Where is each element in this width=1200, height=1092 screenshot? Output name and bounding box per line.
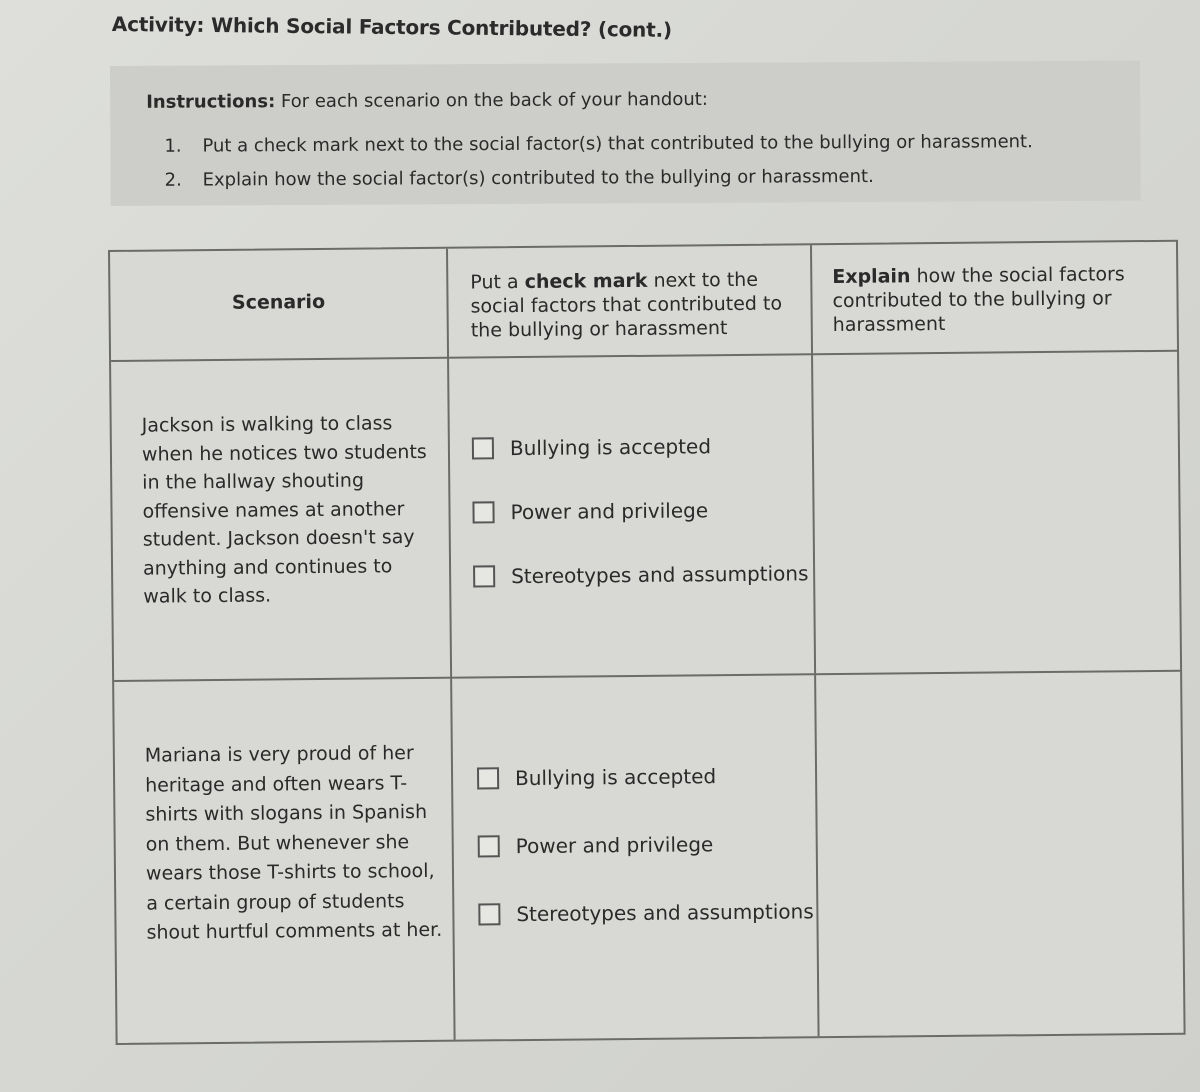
option-label: Power and privilege <box>510 498 709 525</box>
checkbox[interactable] <box>478 903 500 925</box>
column-divider <box>446 249 456 1040</box>
header-check-suffix: next to the social factors that contributed to the bullying or harassment <box>470 268 783 342</box>
checkbox[interactable] <box>477 767 499 789</box>
option-label: Stereotypes and assumptions <box>511 561 809 589</box>
header-check-mark <box>470 267 801 342</box>
checkbox[interactable] <box>478 835 500 857</box>
header-check-bold: check mark <box>524 269 648 294</box>
option-bullying-accepted[interactable] <box>472 434 711 460</box>
checkbox[interactable] <box>473 565 495 587</box>
checkbox[interactable] <box>472 501 494 523</box>
explanation-field-mariana[interactable] <box>834 682 1167 1015</box>
header-explain-bold: Explain <box>832 265 911 289</box>
step-text: Explain how the social factor(s) contributed to the bullying or harassment. <box>202 166 874 191</box>
explanation-field-jackson[interactable] <box>831 362 1164 655</box>
instruction-step-2 <box>165 166 874 191</box>
instructions-text: For each scenario on the back of your handout: <box>275 88 708 113</box>
instructions-box <box>110 61 1141 206</box>
row-divider <box>111 350 1177 362</box>
option-power-privilege[interactable] <box>472 498 708 524</box>
header-explain <box>832 262 1163 337</box>
checkbox[interactable] <box>472 437 494 459</box>
step-number: 2. <box>164 169 182 191</box>
option-power-privilege[interactable] <box>478 832 714 858</box>
page-title: Activity: Which Social Factors Contributed? (cont.) <box>111 12 673 42</box>
option-stereotypes[interactable] <box>473 561 809 588</box>
row-divider <box>114 670 1180 682</box>
header-explain-suffix: how the social factors contributed to the bullying or harassment <box>832 263 1125 337</box>
step-text: Put a check mark next to the social factor(s) that contributed to the bullying or harassment. <box>202 131 1033 157</box>
option-label: Power and privilege <box>515 832 714 859</box>
header-check-prefix: Put a <box>470 271 525 294</box>
option-label: Stereotypes and assumptions <box>516 899 814 927</box>
instructions-intro <box>146 89 708 113</box>
option-label: Bullying is accepted <box>509 434 712 461</box>
instruction-step-1 <box>164 131 1033 157</box>
option-stereotypes[interactable] <box>478 899 814 926</box>
instructions-label: Instructions: <box>146 91 276 113</box>
header-scenario: Scenario <box>231 290 326 314</box>
scenario-jackson: Jackson is walking to class when he notices two students in the hallway shouting offensive names at another student. Jackson doesn't say anything and continues to walk to class. <box>141 412 427 608</box>
option-label: Bullying is accepted <box>514 764 717 791</box>
scenario-mariana: Mariana is very proud of her heritage and often wears T-shirts with slogans in Spanish on them. But whenever she wears those T-shirts to school, a certain group of students shout hurtful comments at her. <box>144 742 443 944</box>
scenario-table <box>108 240 1186 1045</box>
option-bullying-accepted[interactable] <box>477 764 716 790</box>
step-number: 1. <box>164 135 182 157</box>
